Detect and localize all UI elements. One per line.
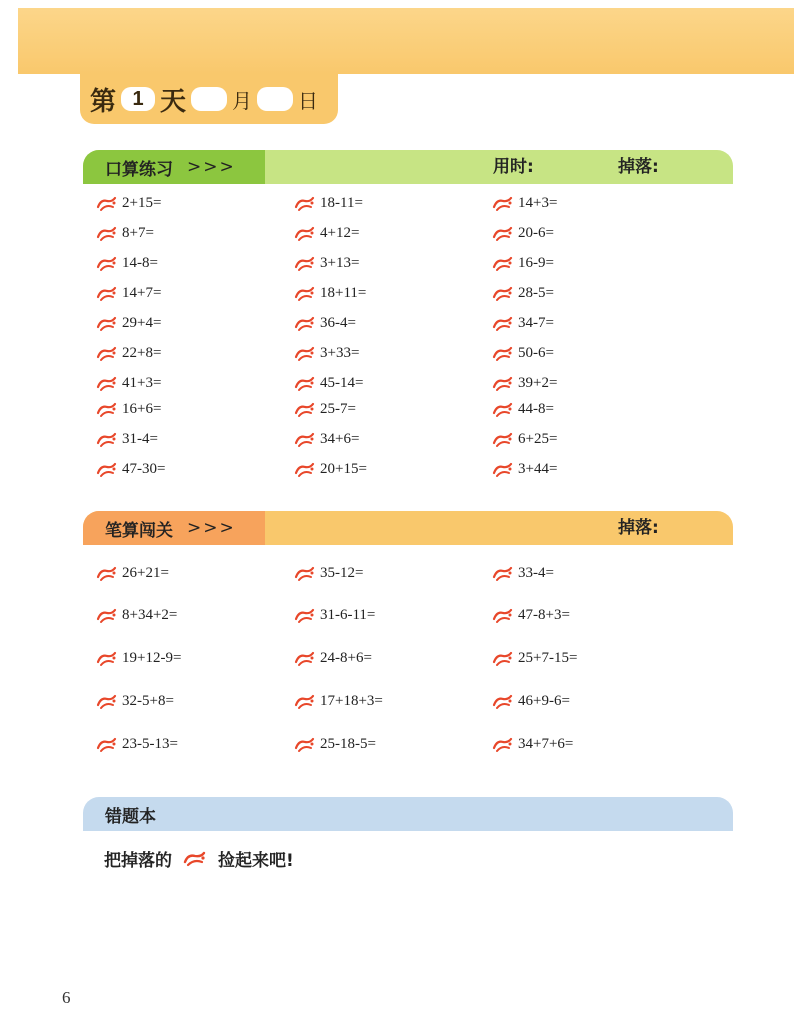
oral-problem <box>294 431 359 448</box>
written-problem <box>96 565 169 582</box>
dragon-icon <box>294 608 316 624</box>
day-prefix: 第 <box>90 86 117 117</box>
written-problem-text: 8+34+2= <box>122 607 178 623</box>
dragon-icon <box>492 226 514 242</box>
oral-problem <box>96 315 161 332</box>
oral-problem-text: 41+3= <box>122 375 162 391</box>
oral-problem-text: 39+2= <box>518 375 558 391</box>
written-problem <box>294 607 375 624</box>
written-problem-text: 23-5-13= <box>122 736 178 752</box>
oral-problem-text: 14-8= <box>122 255 158 271</box>
dragon-icon <box>492 402 514 418</box>
oral-problem <box>294 225 359 242</box>
oral-problem <box>294 285 366 302</box>
written-problem-text: 25-18-5= <box>320 736 376 752</box>
dragon-icon <box>96 432 118 448</box>
oral-problem <box>96 461 165 478</box>
oral-problem <box>492 431 557 448</box>
oral-problem-text: 20+15= <box>320 461 367 477</box>
dragon-icon <box>96 737 118 753</box>
oral-problem <box>492 225 554 242</box>
oral-problem <box>294 375 363 392</box>
dragon-icon <box>492 316 514 332</box>
dragon-icon <box>492 737 514 753</box>
dragon-icon <box>492 346 514 362</box>
oral-problem <box>96 375 161 392</box>
dragon-icon <box>96 316 118 332</box>
written-problem-text: 17+18+3= <box>320 693 383 709</box>
written-title: 笔算闯关 <box>105 520 173 541</box>
dragon-icon <box>492 694 514 710</box>
written-problem-text: 33-4= <box>518 565 554 581</box>
dragon-icon <box>492 286 514 302</box>
dragon-icon <box>492 462 514 478</box>
oral-problem <box>492 285 554 302</box>
oral-problem-text: 22+8= <box>122 345 162 361</box>
written-problem-text: 25+7-15= <box>518 650 578 666</box>
oral-problem <box>96 255 158 272</box>
dragon-icon <box>294 376 316 392</box>
oral-problem <box>96 285 161 302</box>
oral-problem <box>492 401 554 418</box>
dragon-icon <box>294 286 316 302</box>
dragon-icon <box>294 432 316 448</box>
written-problem <box>96 693 174 710</box>
oral-problem-text: 2+15= <box>122 195 162 211</box>
dragon-icon <box>294 346 316 362</box>
dragon-icon <box>96 226 118 242</box>
dragon-icon <box>294 226 316 242</box>
oral-problem-text: 28-5= <box>518 285 554 301</box>
oral-dropped-label: 掉落: <box>618 157 659 177</box>
dragon-icon <box>294 256 316 272</box>
written-section-header <box>83 511 733 545</box>
oral-title-segment <box>83 150 265 184</box>
date-blank[interactable] <box>257 87 293 111</box>
oral-problem-text: 34+6= <box>320 431 360 447</box>
day-number: 1 <box>121 87 155 111</box>
dragon-icon <box>294 196 316 212</box>
oral-problem <box>492 461 557 478</box>
dragon-icon <box>294 651 316 667</box>
oral-problem <box>294 315 356 332</box>
oral-problem-text: 18+11= <box>320 285 367 301</box>
dragon-icon <box>492 196 514 212</box>
month-label: 月 <box>232 88 253 113</box>
oral-problem <box>294 401 356 418</box>
oral-problem-text: 6+25= <box>518 431 558 447</box>
header-band <box>18 8 794 74</box>
oral-problem-text: 16+6= <box>122 401 162 417</box>
oral-problem-text: 31-4= <box>122 431 158 447</box>
dragon-icon <box>182 850 208 868</box>
oral-problem-text: 29+4= <box>122 315 162 331</box>
day-tab <box>80 74 338 124</box>
dragon-icon <box>96 651 118 667</box>
oral-problem <box>492 345 554 362</box>
dragon-icon <box>492 256 514 272</box>
oral-problem-text: 44-8= <box>518 401 554 417</box>
written-problem-text: 32-5+8= <box>122 693 174 709</box>
date-label: 日 <box>298 88 319 113</box>
day-suffix: 天 <box>160 86 187 117</box>
errors-section-header <box>83 797 733 831</box>
written-problem <box>492 736 573 753</box>
oral-problem-text: 36-4= <box>320 315 356 331</box>
oral-problem-text: 3+44= <box>518 461 558 477</box>
oral-section-header <box>83 150 733 184</box>
oral-problem-text: 14+7= <box>122 285 162 301</box>
dragon-icon <box>492 376 514 392</box>
oral-problem <box>492 315 554 332</box>
month-blank[interactable] <box>191 87 227 111</box>
dragon-icon <box>294 402 316 418</box>
dragon-icon <box>96 402 118 418</box>
dragon-icon <box>96 376 118 392</box>
dragon-icon <box>492 432 514 448</box>
dragon-icon <box>492 608 514 624</box>
written-problem <box>294 650 372 667</box>
dragon-icon <box>492 651 514 667</box>
written-title-segment <box>83 511 265 545</box>
oral-problem-text: 47-30= <box>122 461 166 477</box>
dragon-icon <box>294 462 316 478</box>
oral-problem <box>294 345 359 362</box>
dragon-icon <box>96 286 118 302</box>
oral-problem-text: 4+12= <box>320 225 360 241</box>
oral-problem-text: 14+3= <box>518 195 558 211</box>
dragon-icon <box>96 608 118 624</box>
written-problem-text: 35-12= <box>320 565 364 581</box>
oral-problem <box>96 195 161 212</box>
oral-problem-text: 3+33= <box>320 345 360 361</box>
oral-problem-text: 20-6= <box>518 225 554 241</box>
written-problem-text: 34+7+6= <box>518 736 574 752</box>
oral-problem <box>294 461 367 478</box>
oral-problem <box>294 195 363 212</box>
dragon-icon <box>294 316 316 332</box>
oral-time-label: 用时: <box>493 157 534 177</box>
written-problem-text: 46+9-6= <box>518 693 570 709</box>
written-problem <box>96 650 181 667</box>
oral-problem <box>492 375 557 392</box>
oral-problem <box>96 225 154 242</box>
written-problem-text: 47-8+3= <box>518 607 570 623</box>
tagline-before: 把掉落的 <box>104 851 172 871</box>
oral-problem-text: 25-7= <box>320 401 356 417</box>
dragon-icon <box>294 566 316 582</box>
oral-arrows: >>> <box>187 157 236 177</box>
dragon-icon <box>96 256 118 272</box>
page-number: 6 <box>62 988 71 1007</box>
written-problem <box>294 736 376 753</box>
written-problem <box>492 650 577 667</box>
oral-problem <box>96 401 161 418</box>
oral-problem-text: 18-11= <box>320 195 363 211</box>
oral-problem-text: 16-9= <box>518 255 554 271</box>
written-problem <box>492 565 554 582</box>
oral-problem-text: 3+13= <box>320 255 360 271</box>
dragon-icon <box>96 566 118 582</box>
errors-title: 错题本 <box>105 806 156 827</box>
written-arrows: >>> <box>187 518 236 538</box>
oral-problem-text: 50-6= <box>518 345 554 361</box>
tagline-after: 捡起来吧! <box>218 851 294 871</box>
oral-problem <box>294 255 359 272</box>
written-problem-text: 31-6-11= <box>320 607 376 623</box>
written-problem-text: 24-8+6= <box>320 650 372 666</box>
written-problem-text: 19+12-9= <box>122 650 182 666</box>
dragon-icon <box>96 462 118 478</box>
dragon-icon <box>96 694 118 710</box>
oral-title: 口算练习 <box>105 159 173 180</box>
dragon-icon <box>96 196 118 212</box>
dragon-icon <box>492 566 514 582</box>
oral-problem <box>492 255 554 272</box>
errors-tagline <box>104 846 294 871</box>
written-problem <box>492 693 570 710</box>
oral-problem <box>96 345 161 362</box>
dragon-icon <box>96 346 118 362</box>
dragon-icon <box>294 737 316 753</box>
oral-problem <box>492 195 557 212</box>
written-dropped-label: 掉落: <box>618 518 659 538</box>
oral-problem-text: 34-7= <box>518 315 554 331</box>
errors-title-segment <box>83 797 265 831</box>
written-problem <box>492 607 570 624</box>
written-problem-text: 26+21= <box>122 565 169 581</box>
written-problem <box>96 607 177 624</box>
oral-problem-text: 8+7= <box>122 225 154 241</box>
written-problem <box>294 565 363 582</box>
written-problem <box>294 693 383 710</box>
oral-problem-text: 45-14= <box>320 375 364 391</box>
written-problem <box>96 736 178 753</box>
oral-problem <box>96 431 158 448</box>
dragon-icon <box>294 694 316 710</box>
